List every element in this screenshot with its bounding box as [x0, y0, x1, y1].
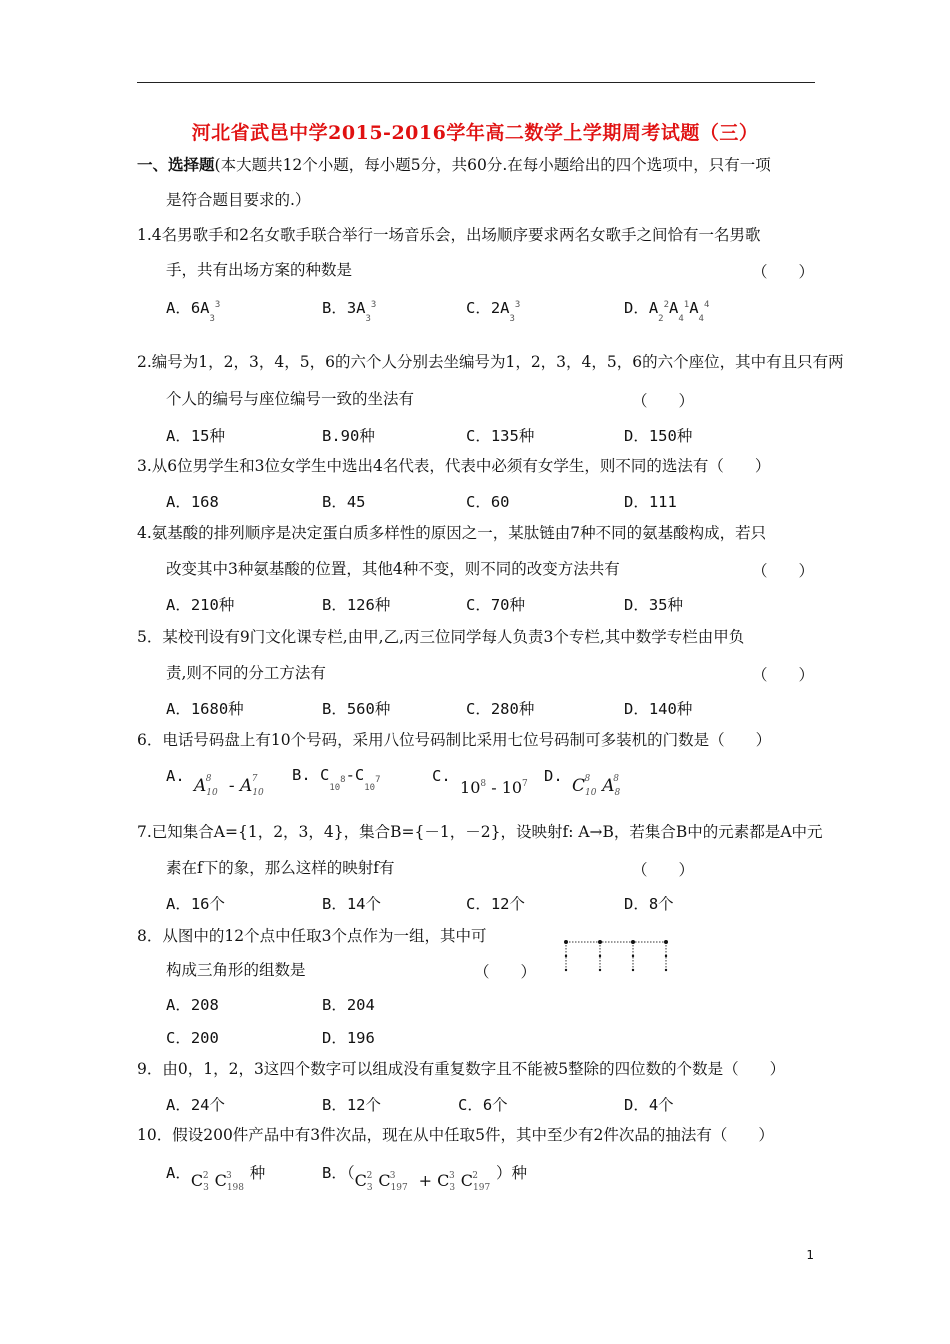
option-b-label: B．3A: [322, 299, 366, 317]
option-b-tail: ）种: [495, 1164, 527, 1182]
option-d[interactable]: D．150种: [624, 427, 693, 445]
question-4-line2: 改变其中3种氨基酸的位置，其他4种不变，则不同的改变方法共有: [166, 560, 620, 578]
answer-blank: （ ）: [752, 263, 815, 281]
option-a[interactable]: A．$6A_3^3$: [166, 299, 221, 324]
page-number: 1: [806, 1248, 814, 1262]
question-4-line1: 4.氨基酸的排列顺序是决定蛋白质多样性的原因之一，某肽链由7种不同的氨基酸构成，若只: [137, 524, 767, 542]
option-d[interactable]: D．111: [624, 493, 677, 511]
question-5-line2: 责,则不同的分工方法有: [166, 664, 326, 682]
question-3-line1: 3.从6位男学生和3位女学生中选出4名代表，代表中必须有女学生，则不同的选法有（ ）: [137, 457, 771, 475]
question-6-line1: 6．电话号码盘上有10个号码，采用八位号码制比采用七位号码制可多装机的门数是（ ）: [137, 731, 772, 749]
answer-blank: （ ）: [752, 666, 815, 684]
exam-title: 河北省武邑中学2015-2016学年高二数学上学期周考试题（三）: [191, 122, 759, 144]
question-7-line1: 7.已知集合A={1，2，3，4}，集合B={－1，－2}，设映射f: A→B，若集合B中的元素都是A中元: [137, 823, 823, 841]
option-a[interactable]: A．$C_3^2$ $C_{198}^3$ 种: [166, 1164, 266, 1193]
question-2-line1: 2.编号为1，2，3，4，5，6的六个人分别去坐编号为1，2，3，4，5，6的六个座位，其中有且只有两: [137, 353, 844, 371]
question-7-line2: 素在f下的象，那么这样的映射f有: [166, 859, 395, 877]
answer-blank: （ ）: [474, 963, 537, 981]
option-b[interactable]: B．14个: [322, 895, 381, 913]
option-a-label: A．: [166, 1164, 191, 1182]
option-b-label: B. C: [292, 766, 330, 784]
option-d[interactable]: D．35种: [624, 596, 683, 614]
option-c[interactable]: C．12个: [466, 895, 525, 913]
option-c[interactable]: C．70种: [466, 596, 525, 614]
answer-blank: （ ）: [632, 392, 695, 410]
option-a-label: A.: [166, 767, 185, 785]
option-d[interactable]: D．140种: [624, 700, 693, 718]
option-d[interactable]: D．196: [322, 1029, 375, 1047]
section-heading: 一、选择题: [137, 155, 215, 174]
option-b[interactable]: B．$3A_3^3$: [322, 299, 377, 324]
option-c[interactable]: C．135种: [466, 427, 535, 445]
option-d[interactable]: D．4个: [624, 1096, 674, 1114]
option-c[interactable]: C．60: [466, 493, 510, 511]
option-c[interactable]: C．6个: [458, 1096, 508, 1114]
option-c[interactable]: C．200: [166, 1029, 219, 1047]
option-a[interactable]: A. $A_{10}^8 - A_{10}^7$: [166, 767, 264, 798]
section-intro-text: (本大题共12个小题，每小题5分，共60分.在每小题给出的四个选项中，只有一项: [214, 156, 771, 174]
option-c[interactable]: C. $10^8 - 10^7$: [432, 767, 528, 797]
question-1-line2: 手，共有出场方案的种数是: [166, 261, 353, 279]
answer-blank: （ ）: [752, 562, 815, 580]
option-d[interactable]: D. $C_{10}^8$ $A_8^8$: [544, 767, 621, 798]
option-d-label: D．A: [624, 299, 659, 317]
option-a[interactable]: A．16个: [166, 895, 225, 913]
option-b[interactable]: B．（$C_3^2$ $C_{197}^3 + C_3^3$ $C_{197}^2$ ）种: [322, 1164, 527, 1193]
question-8-line1: 8．从图中的12个点中任取3个点作为一组，其中可: [137, 927, 487, 945]
question-5-line1: 5．某校刊设有9门文化课专栏,由甲,乙,丙三位同学每人负责3个专栏,其中数学专栏由甲负: [137, 628, 745, 646]
option-c[interactable]: C．280种: [466, 700, 535, 718]
option-a[interactable]: A．208: [166, 996, 219, 1014]
question-8-line2: 构成三角形的组数是: [166, 961, 306, 979]
option-d-label: D.: [544, 767, 563, 785]
question-10-line1: 10．假设200件产品中有3件次品，现在从中任取5件，其中至少有2件次品的抽法有（ ）: [137, 1126, 774, 1144]
section-intro-line2: 是符合题目要求的.）: [166, 191, 311, 209]
option-b[interactable]: B．45: [322, 493, 366, 511]
option-b[interactable]: B. $C_{10}8-C_{10}7$: [292, 766, 381, 793]
option-b[interactable]: B．204: [322, 996, 375, 1014]
answer-blank: （ ）: [632, 861, 695, 879]
option-a[interactable]: A．15种: [166, 427, 225, 445]
option-c[interactable]: C．$2A_3^3$: [466, 299, 521, 324]
option-a[interactable]: A．168: [166, 493, 219, 511]
section-intro: [137, 155, 771, 175]
option-d[interactable]: D．$A_2^2A_4^1A_4^4$: [624, 299, 710, 324]
option-c-label: C．2A: [466, 299, 510, 317]
header-rule: [137, 82, 815, 83]
dot-grid-figure: [560, 934, 672, 974]
option-a-tail: 种: [249, 1164, 266, 1182]
question-9-line1: 9．由0，1，2，3这四个数字可以组成没有重复数字且不能被5整除的四位数的个数是（ ）: [137, 1060, 786, 1078]
option-b[interactable]: B．126种: [322, 596, 391, 614]
option-a-label: A．6A: [166, 299, 210, 317]
option-a[interactable]: A．24个: [166, 1096, 225, 1114]
option-b-label: B．（: [322, 1164, 355, 1182]
option-d[interactable]: D．8个: [624, 895, 674, 913]
option-b[interactable]: B.90种: [322, 427, 375, 445]
question-2-line2: 个人的编号与座位编号一致的坐法有: [166, 390, 415, 408]
option-c-label: C.: [432, 767, 451, 785]
option-b[interactable]: B．12个: [322, 1096, 381, 1114]
option-a[interactable]: A．1680种: [166, 700, 244, 718]
question-1-line1: 1.4名男歌手和2名女歌手联合举行一场音乐会，出场顺序要求两名女歌手之间恰有一名男歌: [137, 226, 761, 244]
option-a[interactable]: A．210种: [166, 596, 235, 614]
option-b[interactable]: B．560种: [322, 700, 391, 718]
